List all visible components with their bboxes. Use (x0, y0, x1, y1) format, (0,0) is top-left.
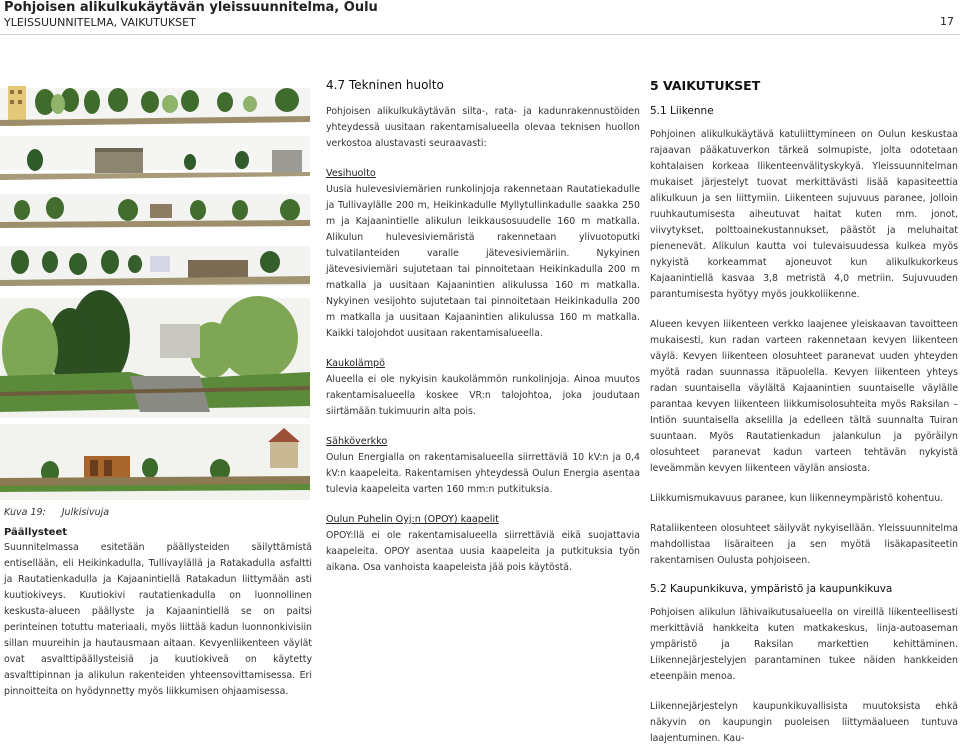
subsection-title: Vesihuolto (326, 168, 376, 179)
middle-column (326, 78, 640, 576)
caption-label: Kuva 19: (4, 507, 46, 518)
elevation-drawings-image (0, 76, 310, 500)
page-number: 17 (940, 15, 954, 28)
paragraph: Alueen kevyen liikenteen verkko laajenee yleiskaavan tavoitteen mukaisesti, kun radan varteen rakennetaan kevyen liikenteen väylä. Kevyen liikenteen olosuhteet paranevat uuden yhteyden myötä radan suunnassa itäpuolella. Kevyen liikenteen yhteys radan suuntaisella väylältä Kajaanintien suuntaiselle väylälle parantaa kevyen liikenteen liikkumisolosuhteita myös Raksilan – Intiön suuntaisella akselilla ja edelleen tältä suunnalta Tuiran suuntaan. Myös Rautatienkadun jalankulun ja pyöräilyn olosuhteet paranevat kadun varteen tehtävän nykyistä leveämmän kevyen liikenteen väylän ansiosta. (650, 319, 958, 474)
subheading-liikenne: 5.1 Liikenne (650, 105, 714, 117)
paallysteet-text: Suunnitelmassa esitetään päällysteiden säilyttämistä entisellään, eli Heikinkadulla, Tullivaylällä ja Ratakadulla asfaltti ja Rautatienkadulla ja Kajaanintiellä Ratakadun liittymään asti kuutiokiveys. Kuutiokivi rautatienkadulla on luonnollinen keskusta-alueen päällyste ja Kajaanintiellä se on paitsi perinteinen totuttu materiaali, myös liittää kadun luonnonkivisiin sillan muureihin ja hautausmaan aitaan. Kevyenliikenteen väylät ovat asvalttipäällysteisiä ja kuutiokiveä on käytetty asvalttipinnan ja alikulun rakenteiden yhteensovittamisessa. Eri pinnoitteita on hyödynnetty myös liikkumisen ohjaamisessa. (4, 542, 312, 697)
elevation-drawings-icon (0, 76, 310, 500)
technical-intro: Pohjoisen alikulkukäytävän silta-, rata- ja kadunrakennustöiden yhteydessä uusitaan rakentamisalueella olevaa teknisen huollon verkostoa alustavasti seuraavasti: (326, 106, 640, 149)
page-header (0, 0, 960, 35)
subsection-text: Alueella ei ole nykyisin kaukolämmön runkolinjoja. Ainoa muutos rakentamisalueella koskee VR:n talojohtoa, joka joudutaan siirtämään tukimuurin alta pois. (326, 374, 640, 417)
left-column (4, 527, 312, 700)
section-heading-technical: 4.7 Tekninen huolto (326, 78, 444, 92)
document-title: Pohjoisen alikulkukäytävän yleissuunnitelma, Oulu (4, 0, 378, 15)
subsection-title: Oulun Puhelin Oyj:n (OPOY) kaapelit (326, 514, 499, 525)
paragraph: Pohjoisen alikulun lähivaikutusalueella on vireillä liikenteellisesti merkittäviä hankkeita kuten matkakeskus, linja-autoaseman ympäristö ja Raksilan markettien kehittäminen. Liikennejärjestelyjen parantaminen tukee näiden hankkeiden eteenpäin menoa. (650, 607, 958, 682)
paallysteet-heading: Päällysteet (4, 527, 68, 538)
paragraph: Liikennejärjestelyn kaupunkikuvallisista muutoksista ehkä näkyvin on kaupungin puoleisen liittymäalueen tuntuva laajentuminen. Kau- (650, 701, 958, 744)
subsection-title: Kaukolämpö (326, 358, 386, 369)
subsection-text: Uusia hulevesiviemärien runkolinjoja rakennetaan Rautatiekadulle ja Tullivaylälle 200 m, Heikinkadulle Myllytullinkadulle saakka 250 m ja Kajaanintielle alikulun leikkausosuudelle 160 m matkalla. Alikulun hulevesiviemäristä rakennetaan ylivuotoputki tulvatilanteiden varalle jätevesiviemäriin. Nykyinen jätevesiviemäri sujutetaan tai pinnoitetaan Heikinkadulla 200 m matkalla ja uusitaan Kajaanintien alikulussa 160 m matkalla. Nykyinen vesijohto sujutetaan tai pinnoitetaan Heikinkadulla 200 m matkalla ja uusitaan Kajaanintien alikulussa 160 m matkalla. Kaikki talojohdot uusitaan rakentamisalueella. (326, 184, 640, 339)
figure-caption (4, 507, 109, 518)
paragraph: Pohjoinen alikulkukäytävä katuliittymineen on Oulun keskustaa rajaavan pääkatuverkon tärkeä solmupiste, jolta odotetaan kohtalaisen korkeaa liikenteenvälityskykyä. Yleissuunnitelman mukaiset järjestelyt tuovat merkittävästi lisää kapasiteettia alikulkuun ja sen liittymiin. Liikenteen sujuvuus paranee, jolloin ruuhkautumisesta aiheutuvat haitat kuten mm. jonot, viivytykset, polttoainekustannukset, päästöt ja meluhaitat pienenevät. Alikulun kautta voi tulevaisuudessa kulkea myös nykyistä korkeammat ajoneuvot kun alikulkukorkeus Kajaanintiellä kasvaa 3,8 metristä 4,0 metriin. Sujuvuuden parantumisesta hyötyy myös joukkoliikenne. (650, 129, 958, 300)
subsection-title: Sähköverkko (326, 436, 388, 447)
section-heading-vaikutukset: 5 VAIKUTUKSET (650, 78, 761, 93)
subsection-text: OPOY:llä ei ole rakentamisalueella siirrettäviä eikä suojattavia kaapeleita. OPOY asentaa uusia kaapeleita ja putkituksia työn aikana. Osa vanhoista kaapeleista jää pois käytöstä. (326, 530, 640, 573)
right-column (650, 78, 958, 747)
document-subtitle: YLEISSUUNNITELMA, VAIKUTUKSET (4, 16, 196, 29)
subheading-kaupunkikuva: 5.2 Kaupunkikuva, ympäristö ja kaupunkikuva (650, 583, 893, 595)
caption-text: Julkisivuja (61, 507, 110, 518)
paragraph: Rataliikenteen olosuhteet säilyvät nykyisellään. Yleissuunnitelma mahdollistaa lisäraiteen ja sen myötä lisäkapasiteetin rakentamisen Oulusta pohjoiseen. (650, 523, 958, 566)
paragraph: Liikkumismukavuus paranee, kun liikenneympäristö kohentuu. (650, 493, 944, 504)
subsection-text: Oulun Energialla on rakentamisalueella siirrettäviä 10 kV:n ja 0,4 kV:n kaapeleita. Rakentamisen yhteydessä Oulun Energia asentaa tulevia kaapeleita varten 160 mm:n putkituksia. (326, 452, 640, 495)
